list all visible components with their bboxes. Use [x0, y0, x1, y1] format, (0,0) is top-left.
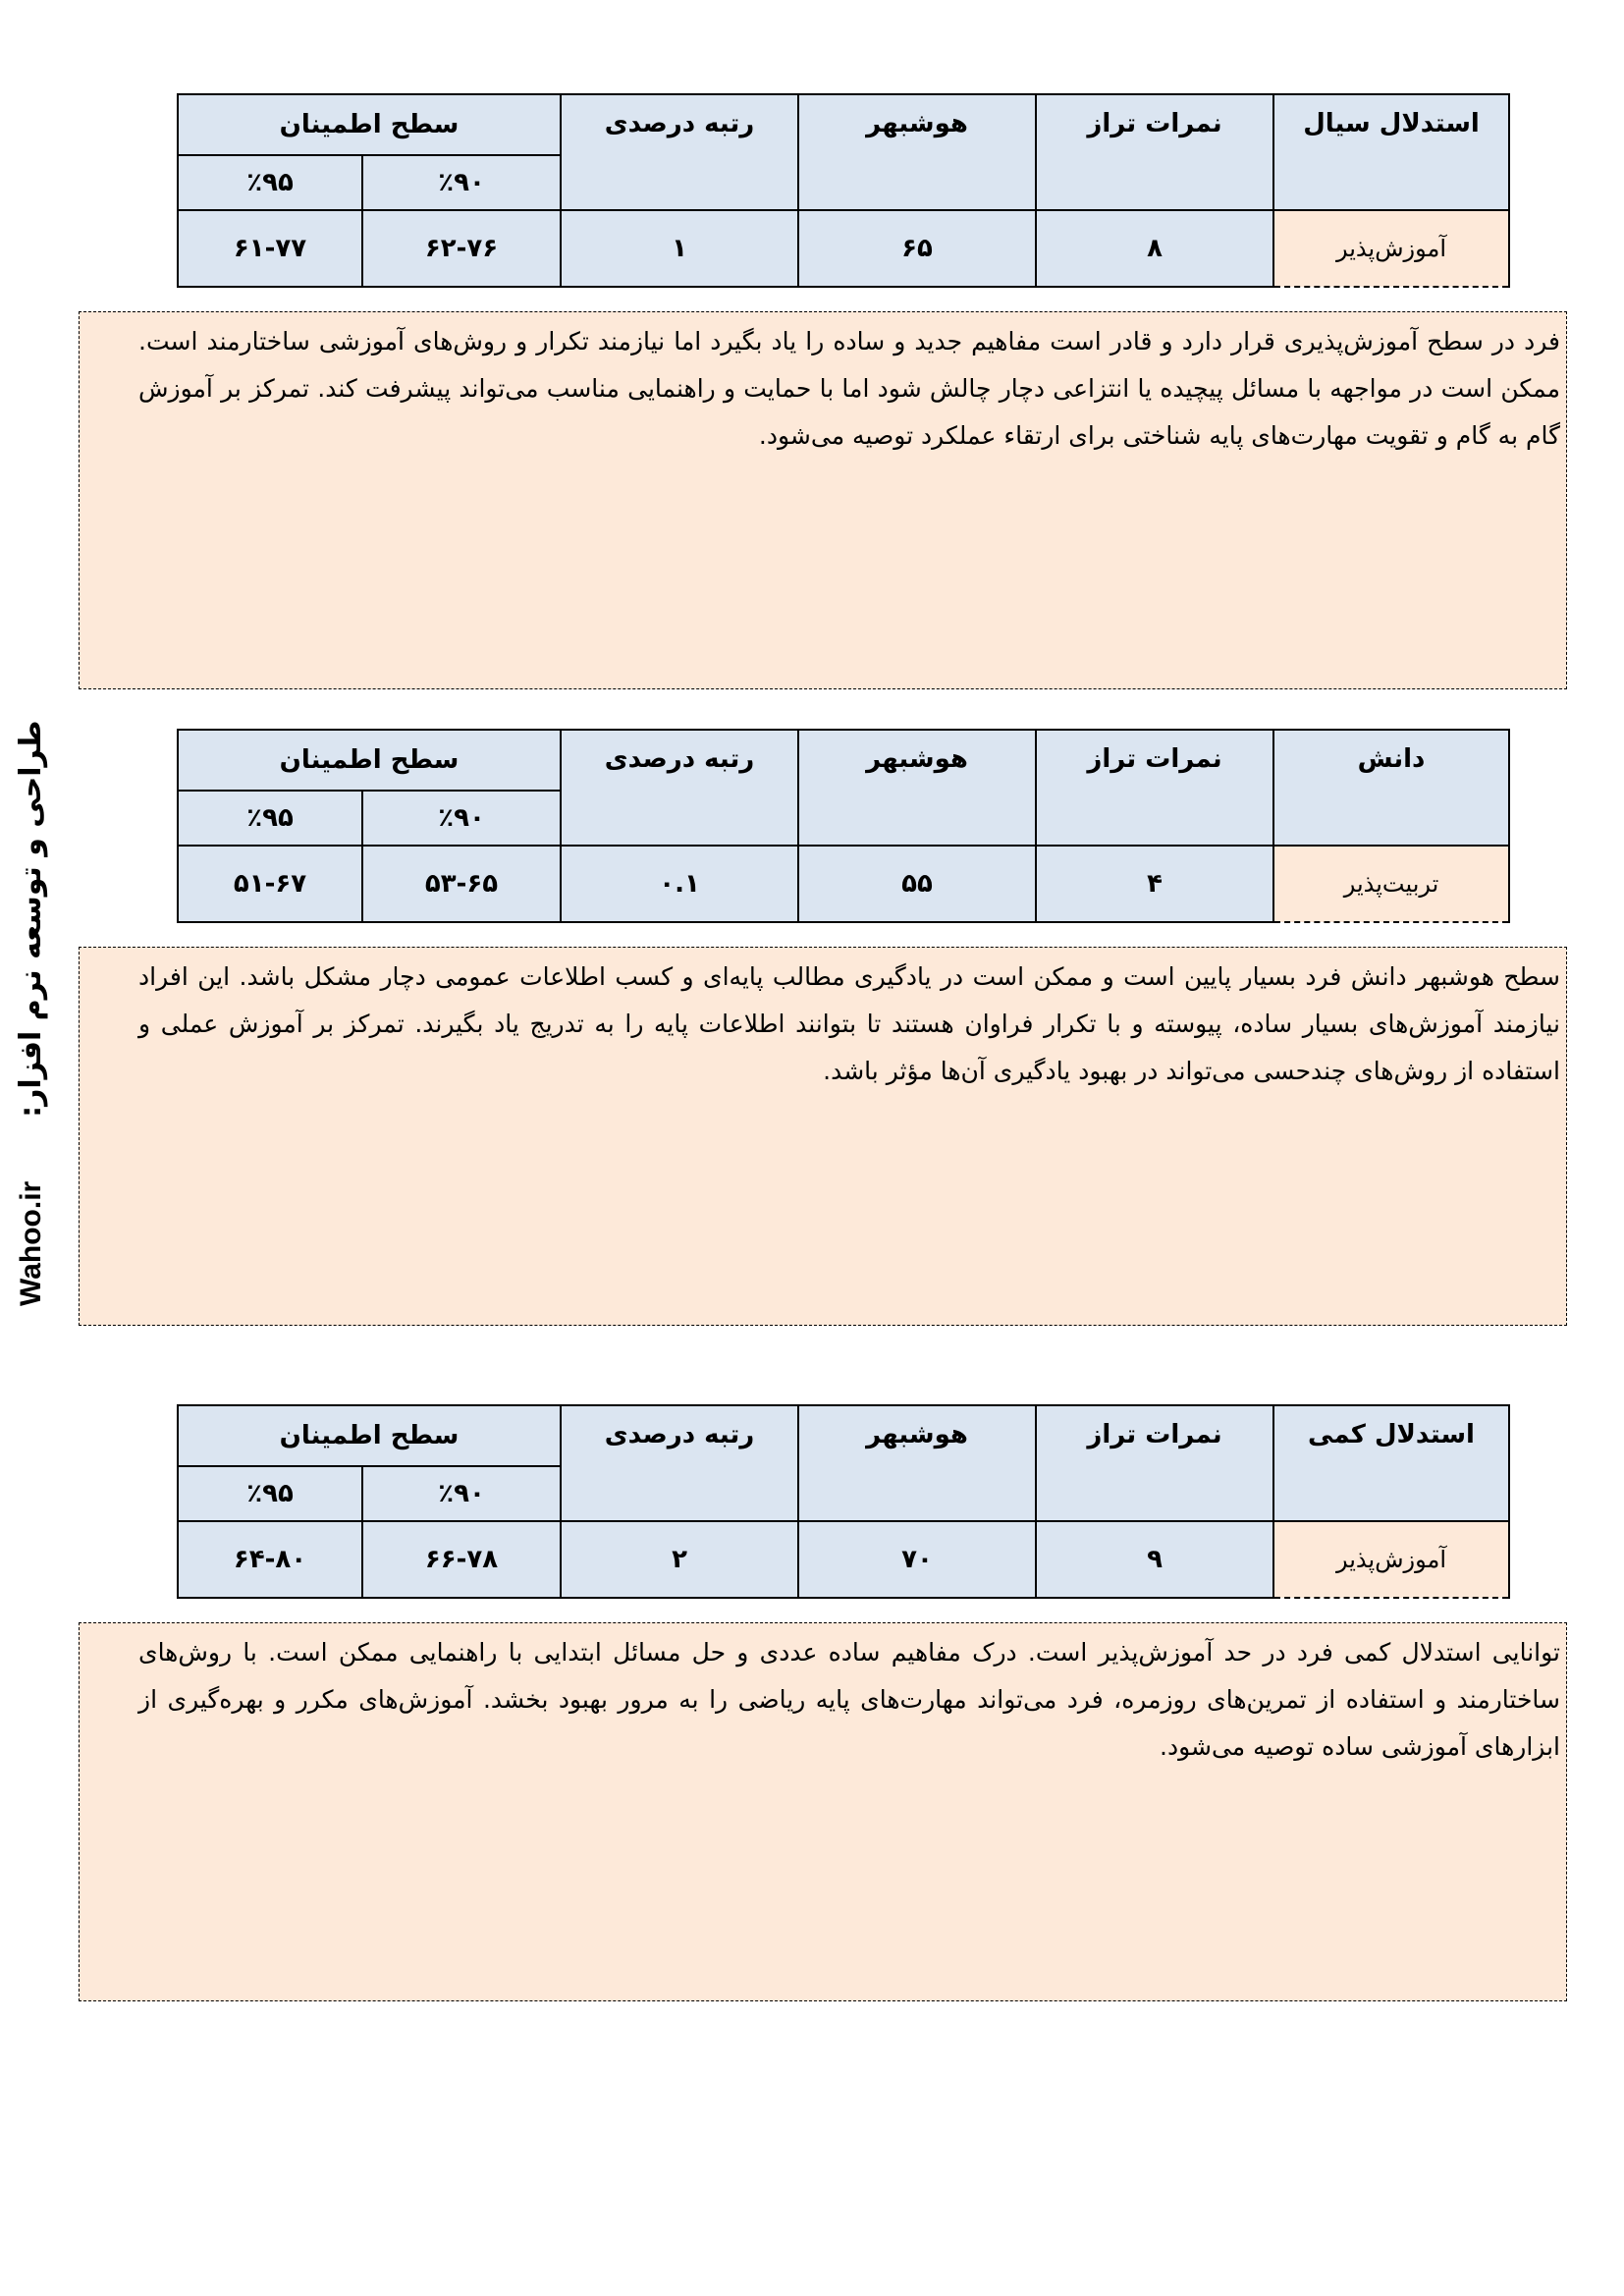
- ci95-header: ٪۹۵: [178, 1466, 362, 1521]
- description-box-knowledge: سطح هوشبهر دانش فرد بسیار پایین است و ممکن است در یادگیری مطالب پایه‌ای و کسب اطلاعات عمومی دچار مشکل باشد. این افراد نیازمند آموزش‌های بسیار ساده، پیوسته و با تکرار فراوان هستند تا بتوانند اطلاعات پایه را به تدریج یاد بگیرند. تمرکز بر آموزش عملی و استفاده از روش‌های چندحسی می‌تواند در بهبود یادگیری آن‌ها مؤثر باشد.: [79, 947, 1567, 1326]
- ci95-header: ٪۹۵: [178, 155, 362, 210]
- confidence-header: سطح اطمینان: [178, 730, 561, 791]
- level-cell: آموزش‌پذیر: [1273, 210, 1509, 287]
- confidence-header: سطح اطمینان: [178, 94, 561, 155]
- category-header: استدلال کمی: [1273, 1405, 1509, 1521]
- iq-header: هوشبهر: [798, 730, 1036, 846]
- score-table-fluid-reasoning: [177, 93, 1510, 288]
- percentile-cell: ۲: [561, 1521, 798, 1598]
- ci90-header: ٪۹۰: [362, 155, 561, 210]
- percentile-header: رتبه درصدی: [561, 730, 798, 846]
- iq-cell: ۶۵: [798, 210, 1036, 287]
- standard-score-cell: ۸: [1036, 210, 1273, 287]
- standard-score-cell: ۴: [1036, 846, 1273, 922]
- level-cell: آموزش‌پذیر: [1273, 1521, 1509, 1598]
- iq-cell: ۵۵: [798, 846, 1036, 922]
- standard-score-header: نمرات تراز: [1036, 730, 1273, 846]
- percentile-header: رتبه درصدی: [561, 1405, 798, 1521]
- category-header: دانش: [1273, 730, 1509, 846]
- confidence-header: سطح اطمینان: [178, 1405, 561, 1466]
- ci90-cell: ۶۶-۷۸: [362, 1521, 561, 1598]
- score-table-quantitative-reasoning: [177, 1404, 1510, 1599]
- standard-score-header: نمرات تراز: [1036, 1405, 1273, 1521]
- credit-site: Wahoo.ir: [15, 1180, 47, 1306]
- ci90-cell: ۵۳-۶۵: [362, 846, 561, 922]
- standard-score-cell: ۹: [1036, 1521, 1273, 1598]
- ci90-cell: ۶۲-۷۶: [362, 210, 561, 287]
- ci95-header: ٪۹۵: [178, 791, 362, 846]
- side-credit-text: [14, 720, 48, 1306]
- percentile-header: رتبه درصدی: [561, 94, 798, 210]
- iq-cell: ۷۰: [798, 1521, 1036, 1598]
- ci95-cell: ۶۱-۷۷: [178, 210, 362, 287]
- level-cell: تربیت‌پذیر: [1273, 846, 1509, 922]
- score-table-knowledge: [177, 729, 1510, 923]
- description-box-quantitative-reasoning: توانایی استدلال کمی فرد در حد آموزش‌پذیر است. درک مفاهیم ساده عددی و حل مسائل ابتدایی با راهنمایی ممکن است. با روش‌های ساختارمند و استفاده از تمرین‌های روزمره، فرد می‌تواند مهارت‌های پایه ریاضی را به مرور بهبود بخشد. آموزش‌های مکرر و بهره‌گیری از ابزارهای آموزشی ساده توصیه می‌شود.: [79, 1622, 1567, 2001]
- percentile-cell: ۰.۱: [561, 846, 798, 922]
- percentile-cell: ۱: [561, 210, 798, 287]
- ci95-cell: ۵۱-۶۷: [178, 846, 362, 922]
- ci90-header: ٪۹۰: [362, 791, 561, 846]
- iq-header: هوشبهر: [798, 94, 1036, 210]
- iq-header: هوشبهر: [798, 1405, 1036, 1521]
- standard-score-header: نمرات تراز: [1036, 94, 1273, 210]
- description-box-fluid-reasoning: فرد در سطح آموزش‌پذیری قرار دارد و قادر است مفاهیم جدید و ساده را یاد بگیرد اما نیازمند تکرار و روش‌های آموزشی ساختارمند است. ممکن است در مواجهه با مسائل پیچیده یا انتزاعی دچار چالش شود اما با حمایت و راهنمایی مناسب می‌تواند پیشرفت کند. تمرکز بر آموزش گام به گام و تقویت مهارت‌های پایه شناختی برای ارتقاء عملکرد توصیه می‌شود.: [79, 311, 1567, 689]
- ci95-cell: ۶۴-۸۰: [178, 1521, 362, 1598]
- credit-label: طراحی و توسعه نرم افزار:: [14, 720, 48, 1118]
- ci90-header: ٪۹۰: [362, 1466, 561, 1521]
- category-header: استدلال سیال: [1273, 94, 1509, 210]
